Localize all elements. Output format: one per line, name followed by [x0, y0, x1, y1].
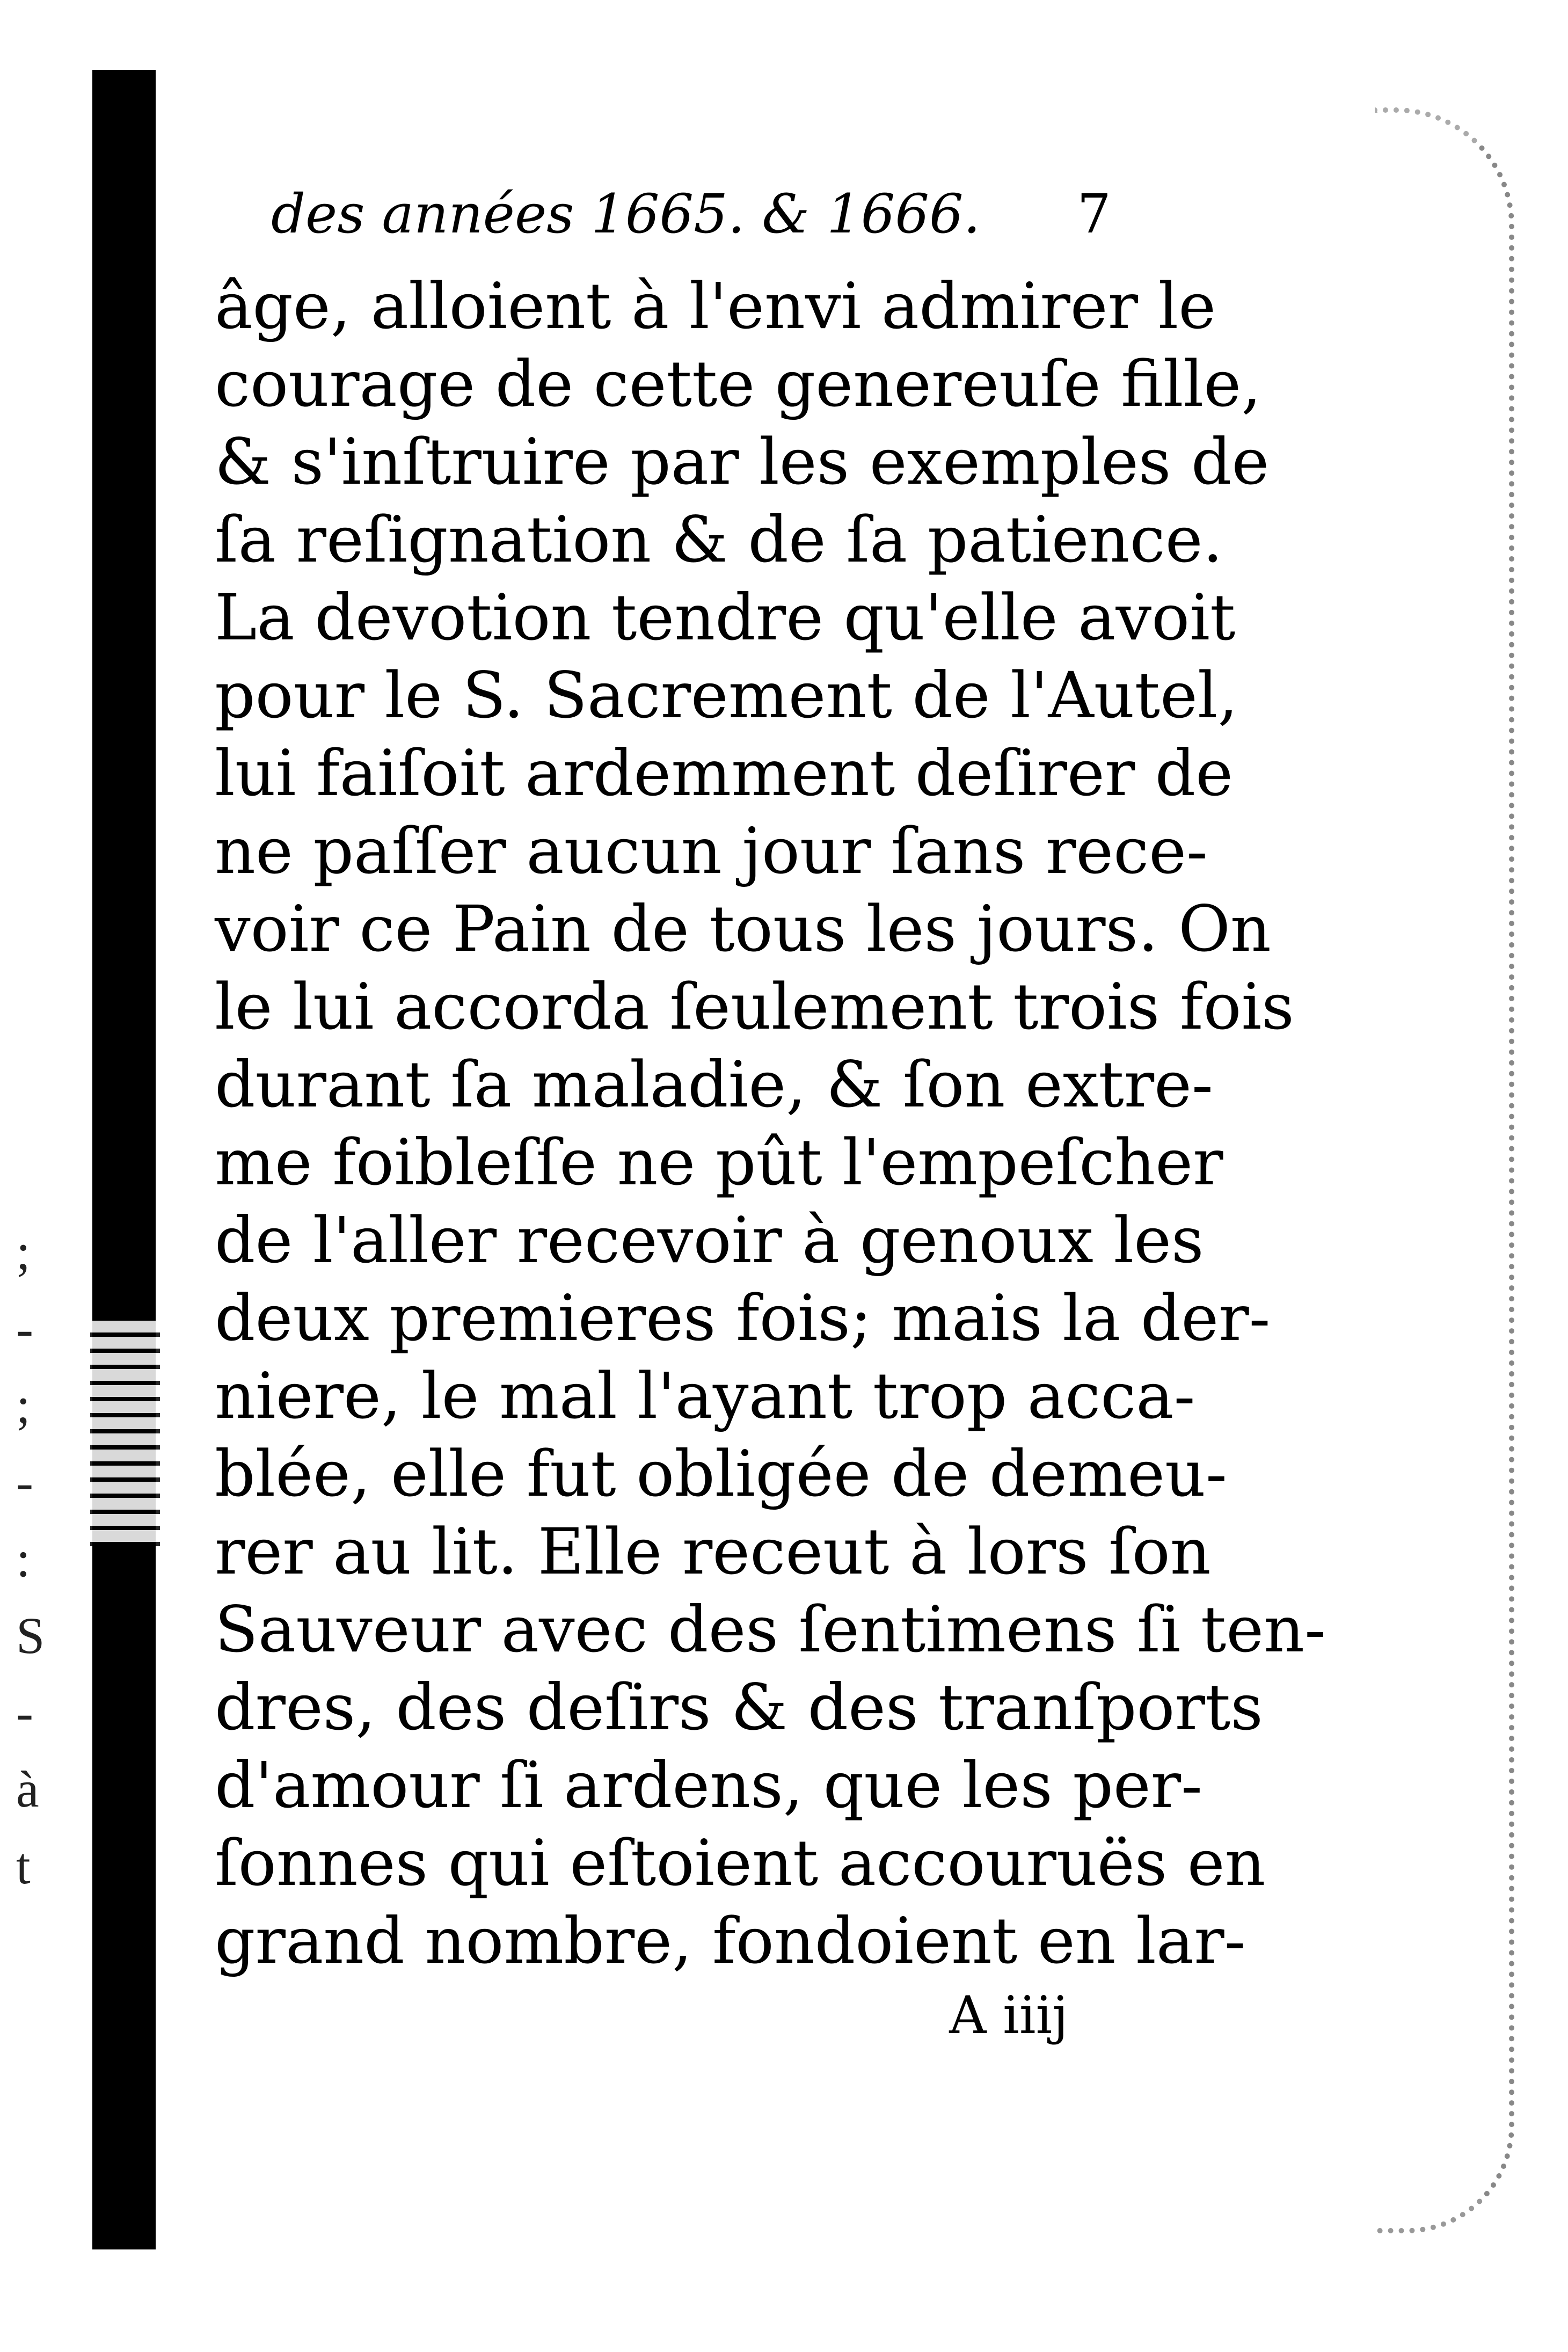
text-line: blée, elle fut obligée de demeu-: [215, 1437, 1227, 1511]
text-line: La devotion tendre qu'elle avoit: [215, 580, 1236, 654]
text-line: âge, alloient à l'envi admirer le: [215, 269, 1216, 343]
text-line: le lui accorda ſeulement trois fois: [215, 970, 1294, 1044]
running-title: des années 1665. & 1666.: [271, 183, 981, 245]
text-block: [215, 183, 1326, 2045]
text-line: lui faiſoit ardemment deſirer de: [215, 736, 1234, 810]
text-line: d'amour ſi ardens, que les per-: [215, 1748, 1202, 1822]
text-line: rer au lit. Elle receut à lors ſon: [215, 1514, 1211, 1589]
text-line: Sauveur avec des ſentimens ſi ten-: [215, 1592, 1326, 1666]
text-line: durant ſa maladie, & ſon extre-: [215, 1047, 1213, 1122]
text-line: ſa reſignation & de ſa patience.: [215, 503, 1223, 577]
text-line: me foibleſſe ne pût l'empeſcher: [215, 1125, 1223, 1199]
running-head: [215, 183, 1117, 263]
text-line: pour le S. Sacrement de l'Autel,: [215, 658, 1238, 732]
signature-mark: A iiij: [949, 1985, 1068, 2045]
text-line: grand nombre, fondoient en lar-: [215, 1904, 1246, 1978]
body-text: [215, 267, 1326, 1980]
text-line: niere, le mal l'ayant trop acca-: [215, 1359, 1195, 1433]
adjacent-page-fragment: ; - ; - : S - à t: [16, 1223, 45, 1895]
text-line: & s'inſtruire par les exemples de: [215, 425, 1270, 499]
text-line: ne paſſer aucun jour ſans rece-: [215, 814, 1208, 888]
text-line: de l'aller recevoir à genoux les: [215, 1203, 1204, 1277]
text-line: courage de cette genereuſe fille,: [215, 347, 1261, 421]
page-edge: [1375, 107, 1514, 2233]
text-line: voir ce Pain de tous les jours. On: [215, 892, 1271, 966]
text-line: dres, des deſirs & des tranſports: [215, 1670, 1263, 1744]
page-number: 7: [1077, 183, 1111, 245]
text-line: ſonnes qui eſtoient accouruës en: [215, 1826, 1266, 1900]
binding-shadow: [92, 70, 156, 2249]
binding-gap: [90, 1321, 160, 1546]
text-line: deux premieres fois; mais la der-: [215, 1281, 1271, 1355]
